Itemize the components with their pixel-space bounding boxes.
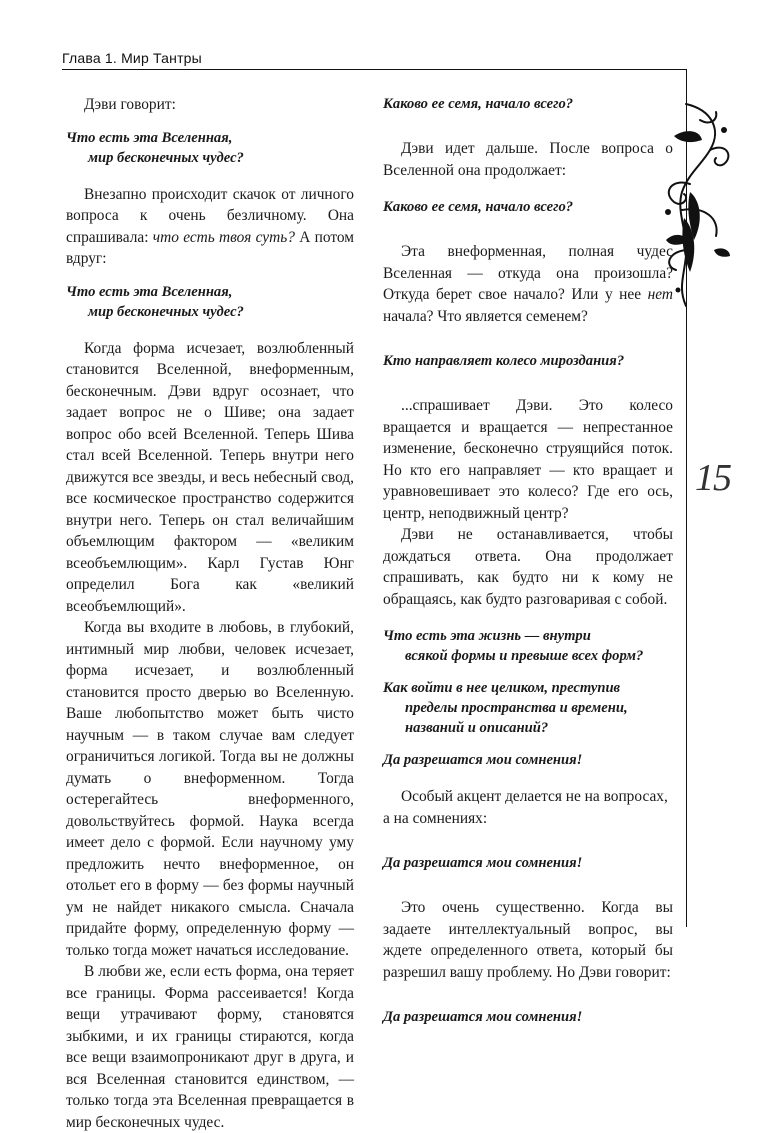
paragraph: Дэви говорит: bbox=[84, 96, 176, 113]
paragraph: Дэви идет дальше. После вопроса о Вселенной она продолжает: bbox=[383, 140, 673, 179]
chapter-header: Глава 1. Мир Тантры bbox=[62, 50, 202, 66]
paragraph: ...спрашивает Дэви. Это колесо вращается и вращается — непрестанное изменение, бесконечно струящийся поток. Но кто его направляет — кто вращает и уравновешивает это колесо? Где его ось, центр, неподвижный центр? bbox=[383, 397, 673, 522]
paragraph: Внезапно происходит скачок от личного вопроса к очень безличному. Она спрашивала: что есть твоя суть? А потом вдруг: bbox=[66, 185, 354, 267]
paragraph: В любви же, если есть форма, она теряет все границы. Форма рассеивается! Когда вещи утрачивают форму, становятся зыбкими, и их границы стираются, когда все вещи взаимопроникают друг в друга, и вся Вселенная становится единством, — только тогда эта Вселенная превращается в мир бесконечных чудес. bbox=[66, 963, 354, 1131]
page-number: 15 bbox=[695, 457, 731, 499]
question-quote: Что есть эта Вселенная, мир бесконечных чудес? bbox=[66, 283, 244, 320]
paragraph: Дэви не останавливается, чтобы дождаться ответа. Она продолжает спрашивать, как будто ни к кому не обращаясь, как будто разговаривая с собой. bbox=[383, 526, 673, 608]
paragraph: Когда форма исчезает, возлюбленный становится Вселенной, внеформенным, бесконечным. Дэви вдруг осознает, что задает вопрос не о Шиве; она задает вопрос обо всей Вселенной. Теперь Шива стал всей Вселенной. Теперь внутри него движутся все звезды, и весь небесный свод, все космическое пространство содержится внутри него. Теперь он стал величайшим объемлющим фактором — «великим всеобъемлющим». Карл Густав Юнг определил Бога как «великий всеобъемлющий». bbox=[66, 339, 354, 615]
right-column bbox=[383, 94, 673, 1027]
paragraph: Эта внеформенная, полная чудес Вселенная — откуда она произошла? Откуда берет свое начало? Или у нее нет начала? Что является семенем? bbox=[383, 243, 673, 325]
question-quote: Кто направляет колесо мироздания? bbox=[383, 353, 625, 369]
question-quote: Что есть эта Вселенная, мир бесконечных чудес? bbox=[66, 129, 244, 166]
question-quote: Что есть эта жизнь — внутри всякой формы и превыше всех форм? bbox=[383, 628, 644, 664]
question-quote: Да разрешатся мои сомнения! bbox=[383, 1009, 583, 1025]
header-rule bbox=[62, 69, 686, 70]
paragraph: Особый акцент делается не на вопросах, а на сомнениях: bbox=[383, 788, 668, 827]
question-quote: Да разрешатся мои сомнения! bbox=[383, 855, 583, 871]
paragraph: Когда вы входите в любовь, в глубокий, интимный мир любви, человек исчезает, форма исчезает, и возлюбленный становится просто дверью во Вселенную. Ваше любопытство может быть чисто научным — в таком случае вам следует ограничиться логикой. Тогда вы не должны думать о внеформенном. Тогда остерегайтесь внеформенного, довольствуйтесь формой. Наука всегда имеет дело с формой. Если научному уму предложить нечто внеформенное, он отольет его в форму — без формы научный ум не найдет никакого смысла. Сначала придайте форму, определенную форму — только тогда может начаться исследование. bbox=[66, 619, 354, 959]
question-quote: Каково ее семя, начало всего? bbox=[383, 199, 574, 215]
question-quote: Каково ее семя, начало всего? bbox=[383, 96, 574, 112]
question-quote: Да разрешатся мои сомнения! bbox=[383, 752, 583, 768]
paragraph: Это очень существенно. Когда вы задаете интеллектуальный вопрос, вы ждете определенного ответа, который бы разрешил вашу проблему. Но Дэви говорит: bbox=[383, 899, 673, 981]
left-column bbox=[66, 94, 354, 1133]
question-quote: Как войти в нее целиком, преступив пределы пространства и времени, названий и описаний? bbox=[383, 680, 628, 736]
